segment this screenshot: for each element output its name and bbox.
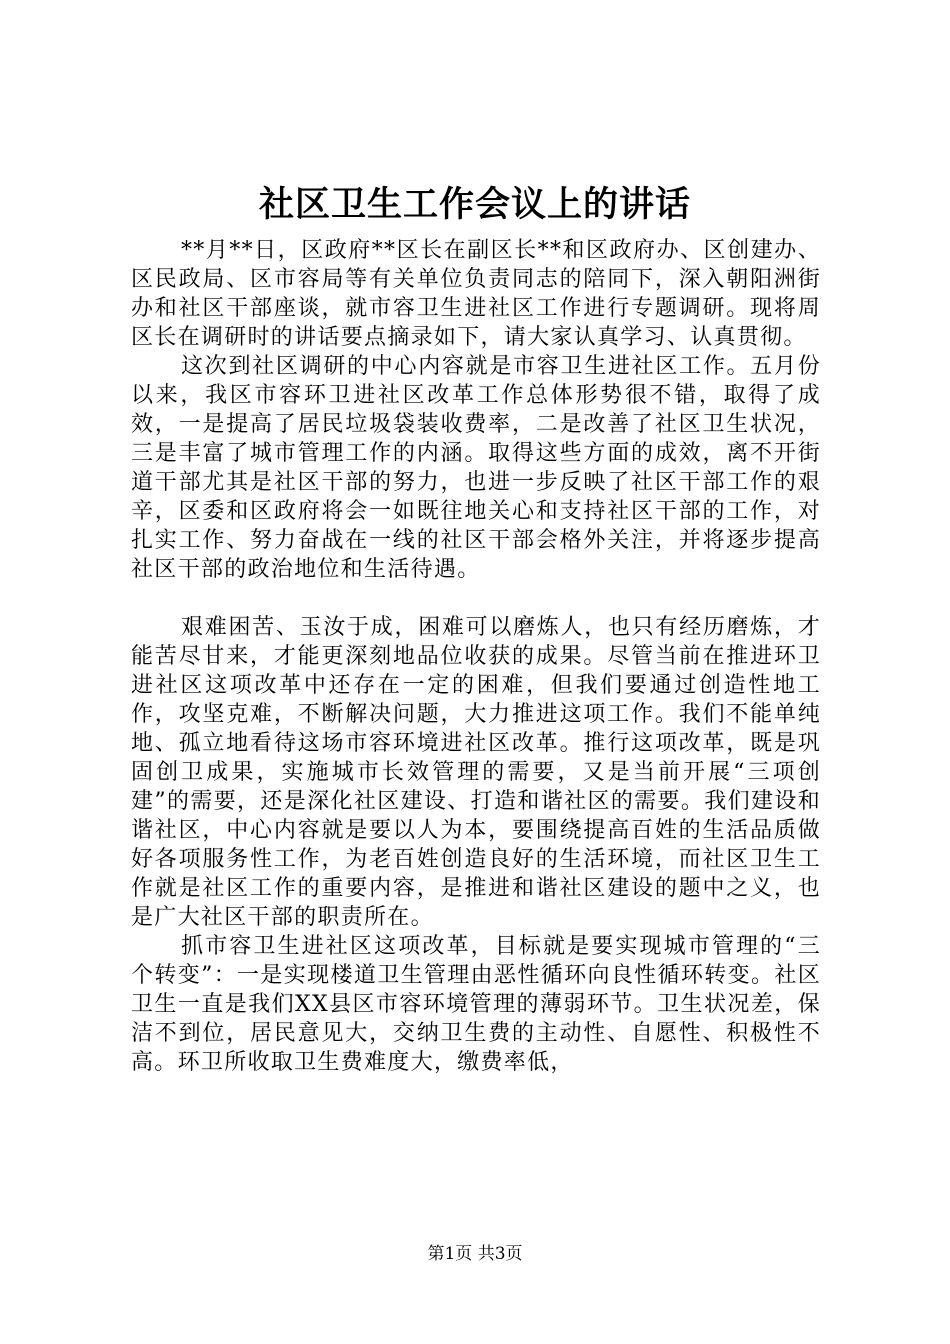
- paragraph-3: 艰难困苦、玉汝于成，困难可以磨炼人，也只有经历磨炼，才能苦尽甘来，才能更深刻地品位收获的成果。尽管当前在推进环卫进社区这项改革中还存在一定的困难，但我们要通过创造性地工作，攻坚克难，不断解决问题，大力推进这项工作。我们不能单纯地、孤立地看待这场市容环境进社区改革。推行这项改革，既是巩固创卫成果，实施城市长效管理的需要，又是当前开展“三项创建”的需要，还是深化社区建设、打造和谐社区的需要。我们建设和谐社区，中心内容就是要以人为本，要围绕提高百姓的生活品质做好各项服务性工作，为老百姓创造良好的生活环境，而社区卫生工作就是社区工作的重要内容，是推进和谐社区建设的题中之义，也是广大社区干部的职责所在。: [131, 615, 821, 930]
- paragraph-1: **月**日，区政府**区长在副区长**和区政府办、区创建办、区民政局、区市容局等有关单位负责同志的陪同下，深入朝阳洲街办和社区干部座谈，就市容卫生进社区工作进行专题调研。现将周区长在调研时的讲话要点摘录如下，请大家认真学习、认真贯彻。: [131, 238, 821, 350]
- paragraph-2: 这次到社区调研的中心内容就是市容卫生进社区工作。五月份以来，我区市容环卫进社区改革工作总体形势很不错，取得了成效，一是提高了居民垃圾袋装收费率，二是改善了社区卫生状况，三是丰富了城市管理工作的内涵。取得这些方面的成效，离不开街道干部尤其是社区干部的努力，也进一步反映了社区干部工作的艰辛，区委和区政府将会一如既往地关心和支持社区干部的工作，对扎实工作、努力奋战在一线的社区干部会格外关注，并将逐步提高社区干部的政治地位和生活待遇。: [131, 354, 821, 582]
- page-footer: 第1页 共3页: [427, 1244, 523, 1264]
- paragraph-4: 抓市容卫生进社区这项改革，目标就是要实现城市管理的“三个转变”：一是实现楼道卫生管理由恶性循环向良性循环转变。社区卫生一直是我们XX县区市容环境管理的薄弱环节。卫生状况差，保洁不到位，居民意见大，交纳卫生费的主动性、自愿性、积极性不高。环卫所收取卫生费难度大，缴费率低，: [131, 934, 821, 1075]
- document-body: [131, 236, 821, 1077]
- document-title: 社区卫生工作会议上的讲话: [258, 184, 691, 225]
